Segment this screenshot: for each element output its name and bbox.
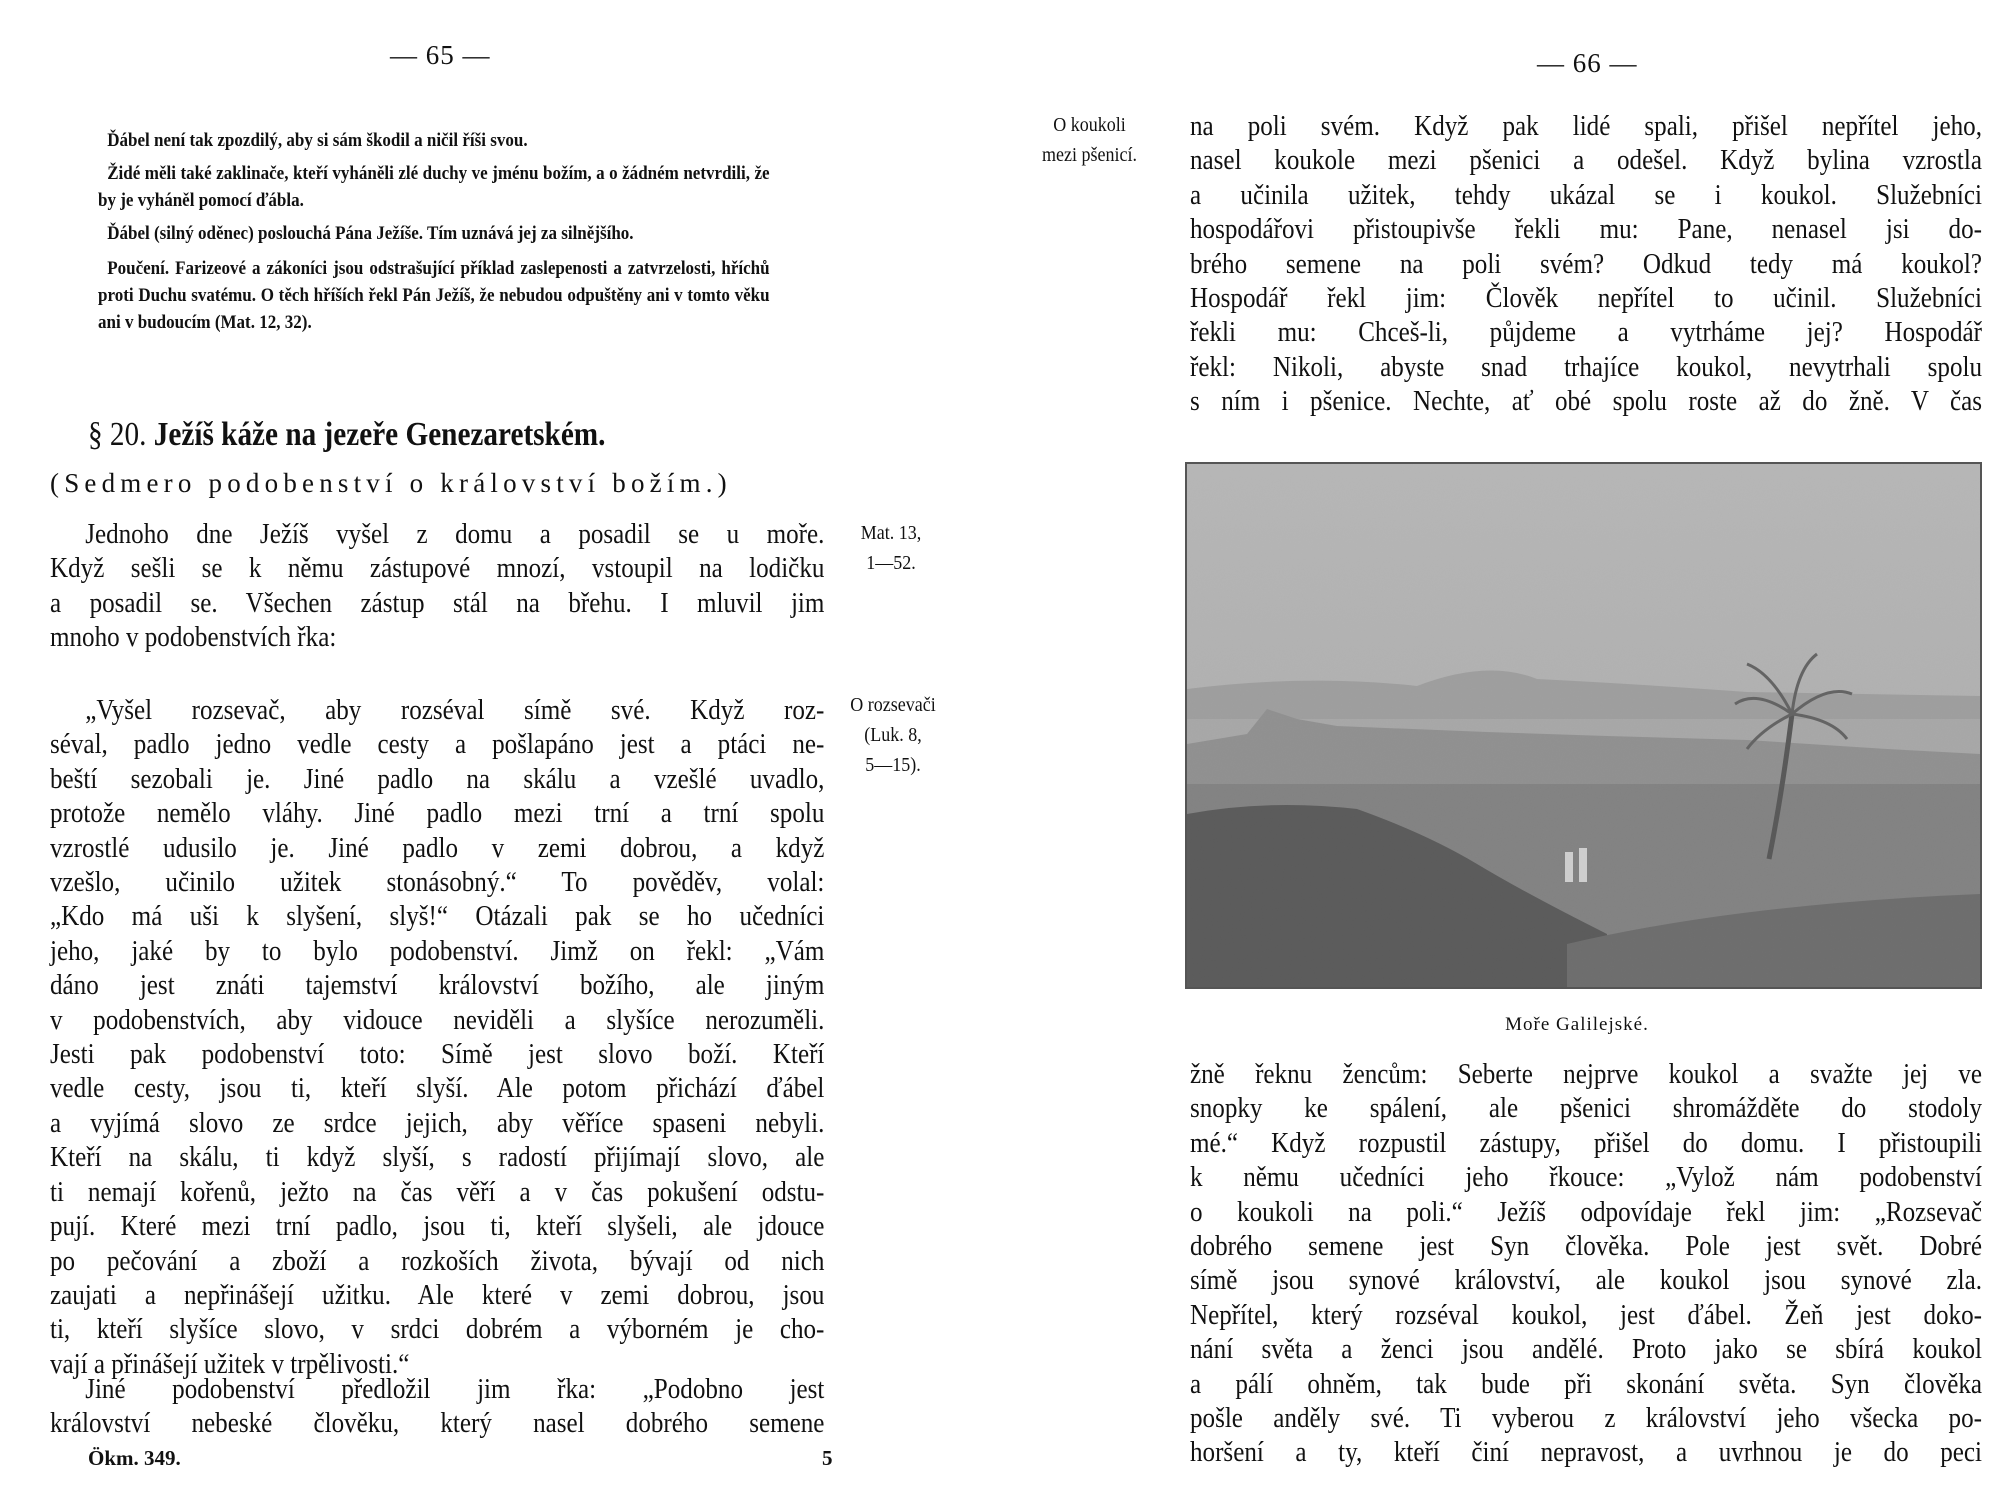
- text-line: beští sezobali je. Jiné padlo na skálu a vzešlé uvadlo,: [50, 763, 825, 795]
- text-line: Kteří na skálu, ti když slyší, s radostí přijímají slovo, ale: [50, 1142, 825, 1174]
- body-paragraph: [50, 694, 824, 1382]
- text-line: Jesti pak podobenství toto: Símě jest slovo boží. Kteří: [50, 1039, 825, 1071]
- commentary-paragraph: Židé měli také zaklinače, kteří vyháněli zlé duchy ve jménu božím, a o žádném netvrdili, že by je vyháněl pomocí ďábla.: [98, 164, 770, 211]
- footer-signature: Ökm. 349.: [88, 1446, 181, 1470]
- body-paragraph: [1190, 1058, 1982, 1471]
- text-line: dobrého semene jest Syn člověka. Pole jest svět. Dobré: [1190, 1231, 1982, 1263]
- section-subtitle: (Sedmero podobenství o království božím.): [50, 468, 732, 498]
- illustration-caption: Moře Galilejské.: [1505, 1014, 1649, 1035]
- text-line: pošle anděly své. Ti vyberou z království jeho všecka po-: [1190, 1403, 1982, 1435]
- text-line: dáno jest znáti tajemství království božího, ale jiným: [50, 970, 825, 1002]
- commentary-paragraph: Ďábel není tak zpozdilý, aby si sám škodil a ničil říši svou.: [107, 131, 528, 151]
- margin-note-line: O koukoli: [1053, 114, 1126, 136]
- margin-note-line: 1—52.: [866, 552, 916, 574]
- text-line: vzešlo, učinilo užitek stonásobný.“ To pověděv, volal:: [50, 867, 825, 899]
- text-line: nasel koukole mezi pšenici a odešel. Když bylina vzrostla: [1190, 145, 1982, 177]
- margin-note-tares: [1031, 110, 1148, 170]
- text-line: símě jsou synové království, ale koukol jsou synové zla.: [1190, 1265, 1982, 1297]
- text-line: Jiné podobenství předložil jim řka: „Podobno jest: [85, 1374, 825, 1405]
- text-line: hospodářovi přistoupivše řekli mu: Pane, nenasel jsi do-: [1190, 214, 1982, 246]
- text-line: pují. Které mezi trní padlo, jsou ti, kteří slyšeli, ale jdouce: [50, 1211, 825, 1243]
- text-line: jeho, jaké by to bylo podobenství. Jimž on řekl: „Vám: [50, 935, 825, 967]
- margin-note-reference: [846, 518, 936, 578]
- page-number: — 66 —: [1537, 48, 1638, 78]
- text-line: na poli svém. Když pak lidé spali, přišel nepřítel jeho,: [1190, 111, 1982, 142]
- text-line: k němu učedníci jeho řkouce: „Vylož nám podobenství: [1190, 1162, 1982, 1194]
- text-line: v podobenstvích, aby vidouce neviděli a slyšíce nerozuměli.: [50, 1004, 825, 1036]
- text-line: a posadil se. Všechen zástup stál na břehu. I mluvil jim: [50, 587, 825, 619]
- text-line: a pálí ohněm, tak bude při skonání světa. Syn člověka: [1190, 1368, 1982, 1400]
- text-line: „Vyšel rozsevač, aby rozséval símě své. Když roz-: [85, 695, 825, 726]
- text-line: zaujati a nepřinášejí užitku. Ale které v zemi dobrou, jsou: [50, 1279, 825, 1311]
- margin-note-sower: [830, 690, 956, 780]
- text-line: království nebeské člověku, který nasel dobrého semene: [50, 1408, 825, 1440]
- text-line: žně řeknu žencům: Seberte nejprve koukol a svažte jej ve: [1190, 1059, 1982, 1090]
- text-line: a vyjímá slovo ze srdce jejich, aby věříce spaseni nebyli.: [50, 1107, 825, 1139]
- text-line: Hospodář řekl jim: Člověk nepřítel to učinil. Služebníci: [1190, 283, 1982, 315]
- text-line: ti nemají kořenů, ježto na čas věří a v čas pokušení odstu-: [50, 1176, 825, 1208]
- text-line: snopky ke spálení, ale pšenici shromážděte do stodoly: [1190, 1093, 1982, 1125]
- text-line: vzrostlé udusilo je. Jiné padlo v zemi dobrou, a když: [50, 832, 825, 864]
- text-line: vají a přinášejí užitek v trpělivosti.“: [50, 1348, 410, 1380]
- section-title: Ježíš káže na jezeře Genezaretském.: [153, 416, 606, 453]
- margin-note-line: O rozsevači: [850, 694, 936, 716]
- page-number: — 65 —: [390, 40, 491, 70]
- lesson-paragraph: [98, 256, 770, 337]
- section-number: § 20.: [88, 416, 147, 453]
- text-line: „Kdo má uši k slyšení, slyš!“ Otázali pak se ho učedníci: [50, 901, 825, 933]
- body-paragraph: [50, 1373, 824, 1442]
- text-line: řekl: Nikoli, abyste snad trhajíce koukol, nevytrhali spolu: [1190, 351, 1982, 383]
- text-line: horšení a ty, kteří činí nepravost, a uvrhnou je do peci: [1190, 1437, 1982, 1469]
- margin-note-line: (Luk. 8,: [864, 724, 922, 746]
- text-line: mnoho v podobenstvích řka:: [50, 622, 337, 654]
- body-paragraph: [50, 518, 824, 656]
- body-paragraph: [1190, 110, 1982, 420]
- text-line: séval, padlo jedno vedle cesty a pošlapáno jest a ptáci ne-: [50, 729, 825, 761]
- text-line: vedle cesty, jsou ti, kteří slyší. Ale potom přichází ďábel: [50, 1073, 825, 1105]
- text-line: o koukoli na poli.“ Ježíš odpovídaje řekl jim: „Rozsevač: [1190, 1196, 1982, 1228]
- lesson-label: Poučení.: [107, 259, 170, 279]
- commentary-block: [98, 128, 770, 343]
- commentary-paragraph: Ďábel (silný oděnec) poslouchá Pána Ježíše. Tím uznává jej za silnějšího.: [107, 224, 634, 244]
- text-line: nání světa a ženci jsou andělé. Proto jako se sbírá koukol: [1190, 1334, 1982, 1366]
- text-line: Když sešli se k němu zástupové mnozí, vstoupil na lodičku: [50, 553, 825, 585]
- text-line: brého semene na poli svém? Odkud tedy má koukol?: [1190, 248, 1982, 280]
- footer-sheet-number: 5: [822, 1446, 833, 1470]
- margin-note-line: 5—15).: [865, 754, 921, 776]
- text-line: protože nemělo vláhy. Jiné padlo mezi trní a trní spolu: [50, 798, 825, 830]
- text-line: s ním i pšenice. Nechte, ať obé spolu roste až do žně. V čas: [1190, 386, 1982, 418]
- text-line: Nepřítel, který rozséval koukol, jest ďábel. Žeň jest doko-: [1190, 1299, 1982, 1331]
- lesson-text: Farizeové a zákoníci jsou odstrašující příklad zaslepenosti a zatvrzelosti, hříchů proti Duchu svatému. O těch hříších řekl Pán Ježíš, že nebudou odpuštěny ani v tomto věku ani v budoucím (Mat. 12, 32).: [98, 259, 770, 333]
- margin-note-line: Mat. 13,: [860, 522, 922, 544]
- margin-note-line: mezi pšenicí.: [1042, 144, 1137, 166]
- illustration-sea-of-galilee: [1185, 462, 1982, 989]
- text-line: a učinila užitek, tehdy ukázal se i koukol. Služebníci: [1190, 179, 1982, 211]
- right-page: [997, 0, 1994, 1500]
- text-line: mé.“ Když rozpustil zástupy, přišel do domu. I přistoupili: [1190, 1127, 1982, 1159]
- section-heading: [88, 416, 605, 454]
- text-line: Jednoho dne Ježíš vyšel z domu a posadil se u moře.: [85, 519, 825, 550]
- landscape-engraving: [1187, 464, 1980, 987]
- text-line: po pečování a zboží a rozkoších života, bývají od nich: [50, 1245, 825, 1277]
- text-line: ti, kteří slyšíce slovo, v srdci dobrém a výborném je cho-: [50, 1314, 825, 1346]
- text-line: řekli mu: Chceš-li, půjdeme a vytrháme jej? Hospodář: [1190, 317, 1982, 349]
